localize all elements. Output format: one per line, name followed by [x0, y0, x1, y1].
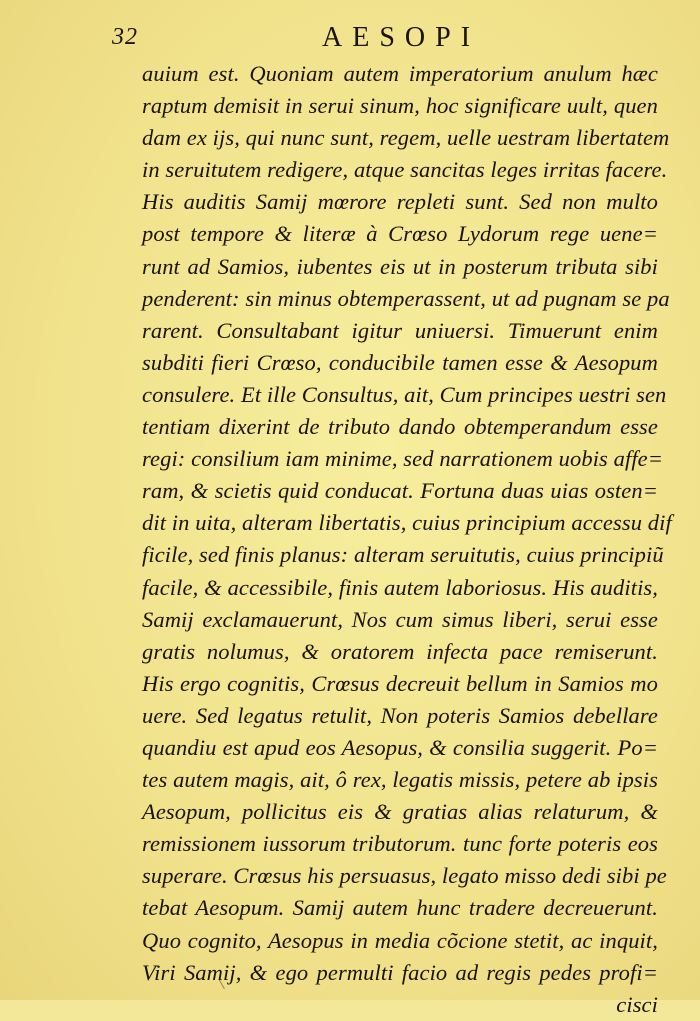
text-line: His ergo cognitis, Crœsus decreuit bellum in Samios mo: [142, 670, 658, 696]
page-number: 32: [112, 24, 138, 50]
text-line: subditi fieri Crœso, conducibile tamen esse & Aesopum: [142, 349, 658, 375]
text-line: gratis nolumus, & oratorem infecta pace remiserunt.: [142, 638, 658, 664]
text-line: tentiam dixerint de tributo dando obtemperandum esse: [142, 414, 658, 440]
text-line: quandiu est apud eos Aesopus, & consilia suggerit. Po=: [142, 734, 658, 760]
text-line: regi: consilium iam minime, sed narrationem uobis affe=: [142, 446, 664, 472]
text-line: consulere. Et ille Consultus, ait, Cum principes uestri sen: [142, 381, 667, 407]
body-text: [142, 58, 672, 1021]
text-line: tes autem magis, ait, ô rex, legatis missis, petere ab ipsis: [142, 767, 658, 793]
text-line: penderent: sin minus obtemperassent, ut ad pugnam se pa: [142, 285, 670, 311]
text-line: ficile, sed finis planus: alteram seruitutis, cuius principiũ: [142, 542, 664, 568]
text-line: His auditis Samij mœrore repleti sunt. Sed non multo: [142, 189, 658, 215]
text-line: in seruitutem redigere, atque sancitas leges irritas facere.: [142, 157, 668, 183]
text-line: ram, & scietis quid conducat. Fortuna duas uias osten=: [142, 478, 658, 504]
text-line: superare. Crœsus his persuasus, legato misso dedi sibi pe: [142, 863, 667, 889]
text-line: facile, & accessibile, finis autem laboriosus. His auditis,: [142, 574, 658, 600]
text-line: dam ex ijs, qui nunc sunt, regem, uelle uestram libertatem: [142, 125, 670, 151]
text-line: uere. Sed legatus retulit, Non poteris Samios debellare: [142, 702, 658, 728]
text-line: raptum demisit in serui sinum, hoc significare uult, quen: [142, 93, 658, 119]
running-title: AESOPI: [322, 22, 481, 53]
text-line: Quo cognito, Aesopus in media cõcione stetit, ac inquit,: [142, 927, 658, 953]
text-line: Samij exclamauerunt, Nos cum simus liberi, serui esse: [142, 606, 658, 632]
text-line: runt ad Samios, iubentes eis ut in posterum tributa sibi: [142, 253, 658, 279]
catchword: cisci: [616, 991, 658, 1017]
text-line: remissionem iussorum tributorum. tunc forte poteris eos: [142, 831, 658, 857]
text-line: Aesopum, pollicitus eis & gratias alias relaturum, &: [142, 799, 658, 825]
text-line: post tempore & literæ à Crœso Lydorum rege uene=: [142, 221, 658, 247]
text-line: auium est. Quoniam autem imperatorium anulum hæc: [142, 61, 658, 86]
text-line: tebat Aesopum. Samij autem hunc tradere decreuerunt.: [142, 895, 658, 921]
text-line: dit in uita, alteram libertatis, cuius principium accessu dif: [142, 510, 672, 536]
text-line: Viri Samij, & ego permulti facio ad regis pedes profi=: [142, 959, 658, 985]
text-line: rarent. Consultabant igitur uniuersi. Timuerunt enim: [142, 317, 658, 343]
